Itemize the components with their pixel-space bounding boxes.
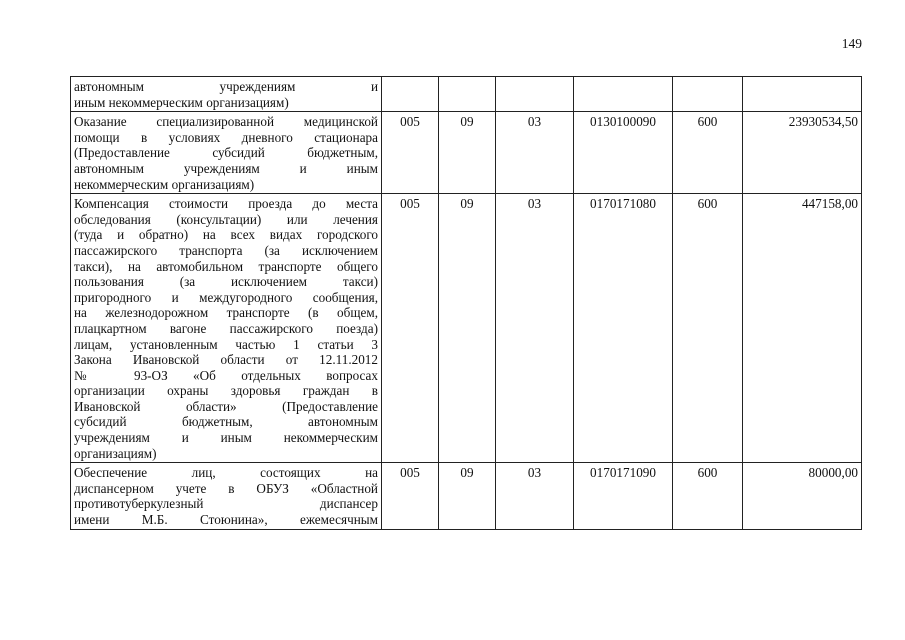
- description-line: (Предоставление субсидий бюджетным,: [74, 145, 378, 161]
- subsection-code: 03: [496, 112, 574, 194]
- expense-type-code: 600: [673, 194, 743, 463]
- amount-value: 447158,00: [743, 194, 862, 463]
- description-line: помощи в условиях дневного стационара: [74, 129, 378, 145]
- description-line: Ивановской области» (Предоставление: [74, 398, 378, 414]
- expense-description: [71, 463, 382, 529]
- ministry-code: 005: [382, 112, 439, 194]
- target-article-code: 0170171080: [574, 194, 673, 463]
- subsection-code: 03: [496, 463, 574, 529]
- amount-value: [743, 77, 862, 112]
- section-code: [439, 77, 496, 112]
- table-row: [71, 112, 862, 194]
- section-code: 09: [439, 194, 496, 463]
- description-line: лицам, установленным частью 1 статьи 3: [74, 336, 378, 352]
- description-line: организации охраны здоровья граждан в: [74, 383, 378, 399]
- expense-description: [71, 194, 382, 463]
- section-code: 09: [439, 463, 496, 529]
- description-line: организациям): [74, 445, 157, 461]
- subsection-code: [496, 77, 574, 112]
- amount-value: 23930534,50: [743, 112, 862, 194]
- expense-description: [71, 77, 382, 112]
- description-line: субсидий бюджетным, автономным: [74, 414, 378, 430]
- page-number: 149: [841, 36, 862, 51]
- ministry-code: 005: [382, 194, 439, 463]
- description-line: № 93-ОЗ «Об отдельных вопросах: [74, 367, 378, 383]
- description-line: противотуберкулезный диспансер: [74, 496, 378, 512]
- description-line: обследования (консультации) или лечения: [74, 211, 378, 227]
- amount-value: 80000,00: [743, 463, 862, 529]
- description-line: Обеспечение лиц, состоящих на: [74, 465, 378, 481]
- table-row: [71, 194, 862, 463]
- expense-type-code: [673, 77, 743, 112]
- description-line: автономным учреждениям и иным: [74, 160, 378, 176]
- table-row: [71, 463, 862, 529]
- description-line: пригородного и междугородного сообщения,: [74, 289, 378, 305]
- budget-table: [70, 76, 862, 530]
- description-line: Закона Ивановской области от 12.11.2012: [74, 352, 378, 368]
- expense-description: [71, 112, 382, 194]
- description-line: диспансерном учете в ОБУЗ «Областной: [74, 480, 378, 496]
- subsection-code: 03: [496, 194, 574, 463]
- description-line: плацкартном вагоне пассажирского поезда): [74, 320, 378, 336]
- description-line: пользования (за исключением такси): [74, 274, 378, 290]
- description-line: Компенсация стоимости проезда до места: [74, 196, 378, 212]
- description-line: учреждениям и иным некоммерческим: [74, 430, 378, 446]
- description-line: некоммерческим организациям): [74, 176, 255, 192]
- description-line: (туда и обратно) на всех видах городского: [74, 227, 378, 243]
- expense-type-code: 600: [673, 112, 743, 194]
- table-row: [71, 77, 862, 112]
- ministry-code: 005: [382, 463, 439, 529]
- description-line: автономным учреждениям и: [74, 79, 378, 94]
- section-code: 09: [439, 112, 496, 194]
- target-article-code: 0130100090: [574, 112, 673, 194]
- description-line: Оказание специализированной медицинской: [74, 114, 378, 130]
- ministry-code: [382, 77, 439, 112]
- target-article-code: [574, 77, 673, 112]
- description-line: иным некоммерческим организациям): [74, 94, 289, 110]
- description-line: на железнодорожном транспорте (в общем,: [74, 305, 378, 321]
- description-line: имени М.Б. Стоюнина», ежемесячным: [74, 512, 378, 528]
- description-line: пассажирского транспорта (за исключением: [74, 242, 378, 258]
- expense-type-code: 600: [673, 463, 743, 529]
- description-line: такси), на автомобильном транспорте общего: [74, 258, 378, 274]
- target-article-code: 0170171090: [574, 463, 673, 529]
